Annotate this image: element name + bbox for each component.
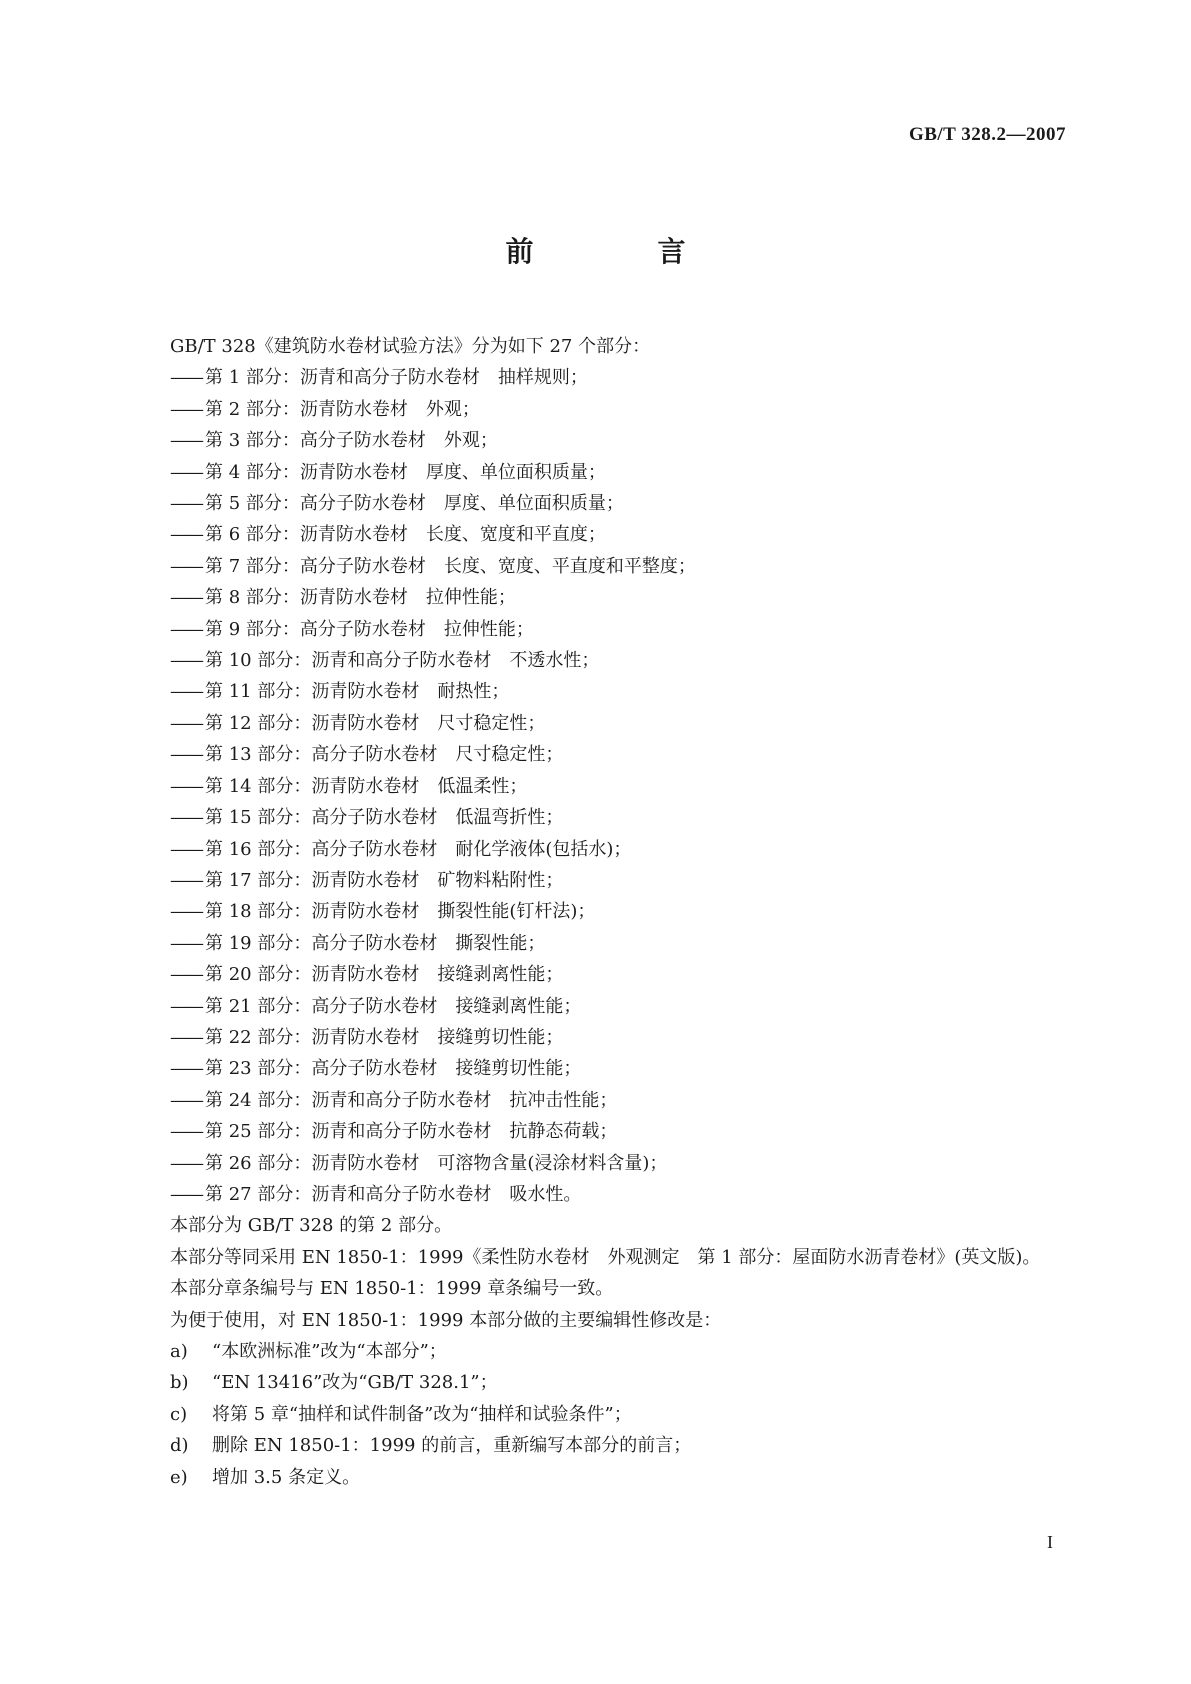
dash-glyph: —— xyxy=(170,493,202,515)
page-number: I xyxy=(1047,1532,1053,1552)
parts-list xyxy=(133,362,1065,1210)
item-label: a) xyxy=(170,1341,188,1362)
dash-glyph: —— xyxy=(170,744,202,766)
dash-glyph: —— xyxy=(170,1183,202,1205)
part-of-paragraph: 本部分为 GB/T 328 的第 2 部分。 xyxy=(170,1215,453,1237)
list-item: —— 第 13 部分：高分子防水卷材 尺寸稳定性； xyxy=(170,744,564,766)
list-item: —— 第 12 部分：沥青防水卷材 尺寸稳定性； xyxy=(170,712,546,734)
list-item: —— 第 20 部分：沥青防水卷材 接缝剥离性能； xyxy=(170,964,564,986)
list-item: —— 第 23 部分：高分子防水卷材 接缝剪切性能； xyxy=(170,1058,582,1080)
list-item: —— 第 22 部分：沥青防水卷材 接缝剪切性能； xyxy=(170,1026,564,1048)
dash-glyph: —— xyxy=(170,1026,202,1048)
adoption-paragraph: 本部分等同采用 EN 1850-1：1999《柔性防水卷材 外观测定 第 1 部分：屋面防水沥青卷材》(英文版)。 xyxy=(170,1246,1041,1268)
list-item: —— 第 25 部分：沥青和高分子防水卷材 抗静态荷载； xyxy=(170,1121,618,1143)
list-item: —— 第 14 部分：沥青防水卷材 低温柔性； xyxy=(170,775,528,797)
dash-glyph: —— xyxy=(170,650,202,672)
dash-glyph: —— xyxy=(170,555,202,577)
list-item: —— 第 7 部分：高分子防水卷材 长度、宽度、平直度和平整度； xyxy=(170,555,696,577)
list-item: —— 第 1 部分：沥青和高分子防水卷材 抽样规则； xyxy=(170,367,588,389)
item-label: c) xyxy=(170,1403,188,1425)
dash-glyph: —— xyxy=(170,1152,202,1174)
dash-glyph: —— xyxy=(170,461,202,483)
dash-glyph: —— xyxy=(170,367,202,389)
dash-glyph: —— xyxy=(170,587,202,609)
dash-glyph: —— xyxy=(170,1089,202,1111)
intro-paragraph: GB/T 328《建筑防水卷材试验方法》分为如下 27 个部分： xyxy=(170,336,651,357)
dash-glyph: —— xyxy=(170,932,202,954)
list-item: e) 增加 3.5 条定义。 xyxy=(133,1462,1065,1493)
standard-number: GB/T 328.2—2007 xyxy=(908,124,1066,145)
list-item: —— 第 16 部分：高分子防水卷材 耐化学液体(包括水)； xyxy=(170,838,632,860)
dash-glyph: —— xyxy=(170,807,202,829)
dash-glyph: —— xyxy=(170,681,202,703)
dash-glyph: —— xyxy=(170,398,202,420)
list-item: —— 第 8 部分：沥青防水卷材 拉伸性能； xyxy=(170,587,516,609)
item-label: e) xyxy=(170,1466,188,1488)
edits-list xyxy=(133,1336,1065,1493)
list-item: —— 第 2 部分：沥青防水卷材 外观； xyxy=(170,398,480,420)
list-item: —— 第 18 部分：沥青防水卷材 撕裂性能(钉杆法)； xyxy=(170,901,596,923)
list-item: —— 第 4 部分：沥青防水卷材 厚度、单位面积质量； xyxy=(170,461,606,483)
dash-glyph: —— xyxy=(170,1058,202,1080)
page-title: 前 言 xyxy=(505,235,734,268)
dash-glyph: —— xyxy=(170,712,202,734)
dash-glyph: —— xyxy=(170,964,202,986)
dash-glyph: —— xyxy=(170,775,202,797)
list-item: —— 第 5 部分：高分子防水卷材 厚度、单位面积质量； xyxy=(170,493,624,515)
dash-glyph: —— xyxy=(170,901,202,923)
list-item: —— 第 11 部分：沥青防水卷材 耐热性； xyxy=(170,681,510,703)
list-item: c) 将第 5 章“抽样和试件制备”改为“抽样和试验条件”； xyxy=(133,1399,1065,1430)
dash-glyph: —— xyxy=(170,524,202,546)
list-item: d) 删除 EN 1850-1：1999 的前言，重新编写本部分的前言； xyxy=(133,1430,1065,1461)
list-item: —— 第 6 部分：沥青防水卷材 长度、宽度和平直度； xyxy=(170,524,606,546)
dash-glyph: —— xyxy=(170,838,202,860)
list-item: —— 第 24 部分：沥青和高分子防水卷材 抗冲击性能； xyxy=(170,1089,618,1111)
list-item: —— 第 19 部分：高分子防水卷材 撕裂性能； xyxy=(170,932,546,954)
item-label: d) xyxy=(170,1435,189,1457)
list-item: b) “EN 13416”改为“GB/T 328.1”； xyxy=(133,1367,1065,1398)
dash-glyph: —— xyxy=(170,430,202,452)
edits-intro-paragraph: 为便于使用，对 EN 1850-1：1999 本部分做的主要编辑性修改是： xyxy=(170,1309,722,1331)
list-item: —— 第 3 部分：高分子防水卷材 外观； xyxy=(170,430,498,452)
dash-glyph: —— xyxy=(170,618,202,640)
item-label: b) xyxy=(170,1372,189,1394)
list-item: —— 第 26 部分：沥青防水卷材 可溶物含量(浸涂材料含量)； xyxy=(170,1152,668,1174)
dash-glyph: —— xyxy=(170,1121,202,1143)
list-item: —— 第 17 部分：沥青防水卷材 矿物料粘附性； xyxy=(170,869,564,891)
list-item: —— 第 10 部分：沥青和高分子防水卷材 不透水性； xyxy=(170,650,600,672)
list-item: —— 第 9 部分：高分子防水卷材 拉伸性能； xyxy=(170,618,534,640)
numbering-paragraph: 本部分章条编号与 EN 1850-1：1999 章条编号一致。 xyxy=(170,1278,614,1300)
dash-glyph: —— xyxy=(170,869,202,891)
list-item: a) “本欧洲标准”改为“本部分”； xyxy=(133,1336,1065,1367)
foreword-body xyxy=(133,331,1065,1493)
list-item: —— 第 21 部分：高分子防水卷材 接缝剥离性能； xyxy=(170,995,582,1017)
list-item: —— 第 27 部分：沥青和高分子防水卷材 吸水性。 xyxy=(170,1183,582,1205)
dash-glyph: —— xyxy=(170,995,202,1017)
list-item: —— 第 15 部分：高分子防水卷材 低温弯折性； xyxy=(170,807,564,829)
